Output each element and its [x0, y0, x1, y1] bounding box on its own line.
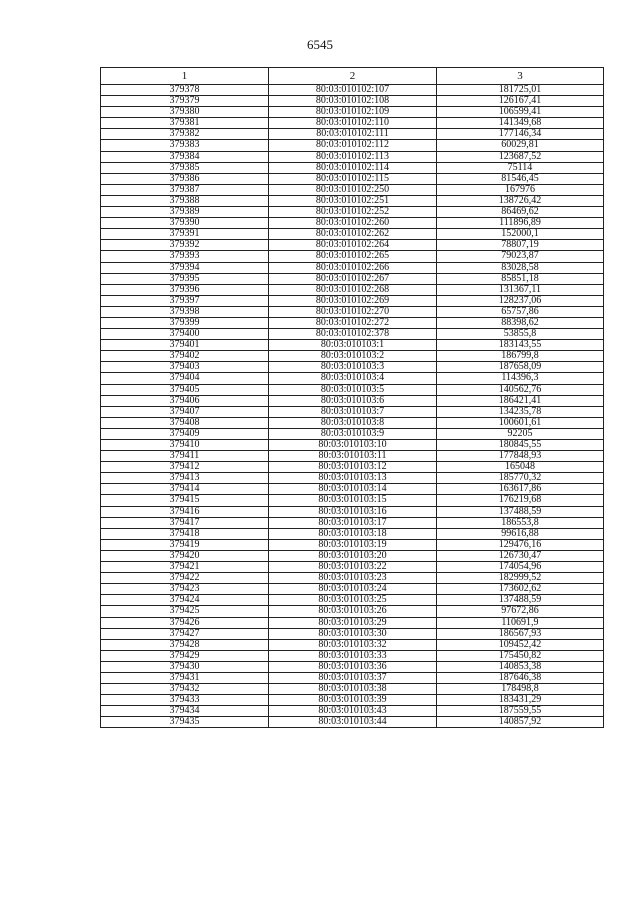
value-cell: 109452,42 — [437, 639, 604, 650]
cadastral-number-cell: 80:03:010103:13 — [269, 473, 437, 484]
row-number-cell: 379393 — [101, 251, 269, 262]
value-cell: 177848,93 — [437, 451, 604, 462]
row-number-cell: 379381 — [101, 118, 269, 129]
cadastral-number-cell: 80:03:010102:267 — [269, 273, 437, 284]
value-cell: 141349,68 — [437, 118, 604, 129]
row-number-cell: 379410 — [101, 440, 269, 451]
value-cell: 97672,86 — [437, 606, 604, 617]
table-row — [101, 562, 604, 573]
cadastral-number-cell: 80:03:010102:113 — [269, 151, 437, 162]
value-cell: 173602,62 — [437, 584, 604, 595]
table-row — [101, 229, 604, 240]
row-number-cell: 379387 — [101, 184, 269, 195]
value-cell: 86469,62 — [437, 207, 604, 218]
row-number-cell: 379388 — [101, 195, 269, 206]
value-cell: 187658,09 — [437, 362, 604, 373]
row-number-cell: 379430 — [101, 661, 269, 672]
row-number-cell: 379434 — [101, 706, 269, 717]
value-cell: 129476,16 — [437, 539, 604, 550]
value-cell: 99616,88 — [437, 528, 604, 539]
row-number-cell: 379423 — [101, 584, 269, 595]
table-header — [101, 68, 604, 85]
row-number-cell: 379421 — [101, 562, 269, 573]
cadastral-number-cell: 80:03:010102:110 — [269, 118, 437, 129]
value-cell: 186553,8 — [437, 517, 604, 528]
row-number-cell: 379407 — [101, 406, 269, 417]
row-number-cell: 379425 — [101, 606, 269, 617]
value-cell: 75114 — [437, 162, 604, 173]
table-row — [101, 273, 604, 284]
cadastral-number-cell: 80:03:010102:115 — [269, 173, 437, 184]
cadastral-number-cell: 80:03:010103:11 — [269, 451, 437, 462]
data-table — [100, 67, 604, 728]
value-cell: 126730,47 — [437, 550, 604, 561]
table-row — [101, 373, 604, 384]
cadastral-number-cell: 80:03:010103:19 — [269, 539, 437, 550]
cadastral-number-cell: 80:03:010103:25 — [269, 595, 437, 606]
value-cell: 65757,86 — [437, 306, 604, 317]
row-number-cell: 379432 — [101, 684, 269, 695]
row-number-cell: 379401 — [101, 340, 269, 351]
table-row — [101, 151, 604, 162]
table-row — [101, 218, 604, 229]
value-cell: 131367,11 — [437, 284, 604, 295]
table-row — [101, 628, 604, 639]
table-body — [101, 85, 604, 728]
cadastral-number-cell: 80:03:010102:262 — [269, 229, 437, 240]
table-row — [101, 96, 604, 107]
value-cell: 134235,78 — [437, 406, 604, 417]
row-number-cell: 379414 — [101, 484, 269, 495]
table-row — [101, 384, 604, 395]
cadastral-number-cell: 80:03:010102:269 — [269, 295, 437, 306]
row-number-cell: 379382 — [101, 129, 269, 140]
table-row — [101, 262, 604, 273]
row-number-cell: 379420 — [101, 550, 269, 561]
cadastral-number-cell: 80:03:010102:107 — [269, 85, 437, 96]
row-number-cell: 379385 — [101, 162, 269, 173]
cadastral-number-cell: 80:03:010103:26 — [269, 606, 437, 617]
value-cell: 175450,82 — [437, 650, 604, 661]
value-cell: 182999,52 — [437, 573, 604, 584]
table-row — [101, 717, 604, 728]
table-row — [101, 706, 604, 717]
row-number-cell: 379429 — [101, 650, 269, 661]
row-number-cell: 379424 — [101, 595, 269, 606]
row-number-cell: 379397 — [101, 295, 269, 306]
value-cell: 163617,86 — [437, 484, 604, 495]
table-row — [101, 251, 604, 262]
table-row — [101, 417, 604, 428]
value-cell: 165048 — [437, 462, 604, 473]
row-number-cell: 379399 — [101, 317, 269, 328]
cadastral-number-cell: 80:03:010103:39 — [269, 695, 437, 706]
table-row — [101, 661, 604, 672]
column-header-2: 2 — [269, 68, 437, 85]
row-number-cell: 379411 — [101, 451, 269, 462]
row-number-cell: 379405 — [101, 384, 269, 395]
cadastral-number-cell: 80:03:010102:250 — [269, 184, 437, 195]
cadastral-number-cell: 80:03:010103:15 — [269, 495, 437, 506]
value-cell: 85851,18 — [437, 273, 604, 284]
row-number-cell: 379380 — [101, 107, 269, 118]
row-number-cell: 379427 — [101, 628, 269, 639]
table-row — [101, 173, 604, 184]
value-cell: 185770,32 — [437, 473, 604, 484]
value-cell: 140857,92 — [437, 717, 604, 728]
value-cell: 174054,96 — [437, 562, 604, 573]
table-row — [101, 306, 604, 317]
value-cell: 88398,62 — [437, 317, 604, 328]
table-row — [101, 695, 604, 706]
cadastral-number-cell: 80:03:010102:270 — [269, 306, 437, 317]
cadastral-number-cell: 80:03:010102:264 — [269, 240, 437, 251]
cadastral-number-cell: 80:03:010103:1 — [269, 340, 437, 351]
table-row — [101, 672, 604, 683]
table-row — [101, 85, 604, 96]
value-cell: 137488,59 — [437, 595, 604, 606]
table-row — [101, 528, 604, 539]
cadastral-number-cell: 80:03:010103:29 — [269, 617, 437, 628]
table-row — [101, 284, 604, 295]
table-row — [101, 639, 604, 650]
table-row — [101, 240, 604, 251]
value-cell: 123687,52 — [437, 151, 604, 162]
value-cell: 178498,8 — [437, 684, 604, 695]
table-row — [101, 539, 604, 550]
table-row — [101, 495, 604, 506]
cadastral-number-cell: 80:03:010102:114 — [269, 162, 437, 173]
cadastral-number-cell: 80:03:010103:33 — [269, 650, 437, 661]
value-cell: 83028,58 — [437, 262, 604, 273]
row-number-cell: 379395 — [101, 273, 269, 284]
row-number-cell: 379412 — [101, 462, 269, 473]
cadastral-number-cell: 80:03:010103:4 — [269, 373, 437, 384]
value-cell: 180845,55 — [437, 440, 604, 451]
cadastral-number-cell: 80:03:010103:32 — [269, 639, 437, 650]
table-row — [101, 162, 604, 173]
value-cell: 186567,93 — [437, 628, 604, 639]
value-cell: 92205 — [437, 428, 604, 439]
table-row — [101, 362, 604, 373]
value-cell: 183143,55 — [437, 340, 604, 351]
cadastral-number-cell: 80:03:010102:109 — [269, 107, 437, 118]
row-number-cell: 379435 — [101, 717, 269, 728]
value-cell: 53855,8 — [437, 329, 604, 340]
cadastral-number-cell: 80:03:010103:2 — [269, 351, 437, 362]
table-row — [101, 550, 604, 561]
row-number-cell: 379394 — [101, 262, 269, 273]
cadastral-number-cell: 80:03:010102:111 — [269, 129, 437, 140]
row-number-cell: 379386 — [101, 173, 269, 184]
cadastral-number-cell: 80:03:010102:268 — [269, 284, 437, 295]
table-row — [101, 406, 604, 417]
table-row — [101, 140, 604, 151]
table-row — [101, 573, 604, 584]
value-cell: 187559,55 — [437, 706, 604, 717]
row-number-cell: 379379 — [101, 96, 269, 107]
value-cell: 176219,68 — [437, 495, 604, 506]
table-row — [101, 584, 604, 595]
value-cell: 187646,38 — [437, 672, 604, 683]
value-cell: 186421,41 — [437, 395, 604, 406]
value-cell: 167976 — [437, 184, 604, 195]
cadastral-number-cell: 80:03:010103:36 — [269, 661, 437, 672]
table-row — [101, 207, 604, 218]
row-number-cell: 379400 — [101, 329, 269, 340]
value-cell: 186799,8 — [437, 351, 604, 362]
table-row — [101, 451, 604, 462]
value-cell: 106599,41 — [437, 107, 604, 118]
row-number-cell: 379428 — [101, 639, 269, 650]
cadastral-number-cell: 80:03:010102:265 — [269, 251, 437, 262]
table-row — [101, 184, 604, 195]
table-row — [101, 317, 604, 328]
row-number-cell: 379417 — [101, 517, 269, 528]
cadastral-number-cell: 80:03:010103:14 — [269, 484, 437, 495]
table-row — [101, 606, 604, 617]
row-number-cell: 379391 — [101, 229, 269, 240]
value-cell: 140853,38 — [437, 661, 604, 672]
cadastral-number-cell: 80:03:010103:23 — [269, 573, 437, 584]
cadastral-number-cell: 80:03:010102:251 — [269, 195, 437, 206]
table-row — [101, 351, 604, 362]
cadastral-number-cell: 80:03:010103:44 — [269, 717, 437, 728]
column-header-3: 3 — [437, 68, 604, 85]
cadastral-number-cell: 80:03:010103:6 — [269, 395, 437, 406]
table-row — [101, 395, 604, 406]
table-row — [101, 440, 604, 451]
row-number-cell: 379416 — [101, 506, 269, 517]
value-cell: 79023,87 — [437, 251, 604, 262]
row-number-cell: 379422 — [101, 573, 269, 584]
cadastral-number-cell: 80:03:010103:43 — [269, 706, 437, 717]
value-cell: 100601,61 — [437, 417, 604, 428]
table-row — [101, 129, 604, 140]
cadastral-number-cell: 80:03:010102:112 — [269, 140, 437, 151]
value-cell: 183431,29 — [437, 695, 604, 706]
cadastral-number-cell: 80:03:010103:30 — [269, 628, 437, 639]
table-row — [101, 517, 604, 528]
table-row — [101, 295, 604, 306]
row-number-cell: 379409 — [101, 428, 269, 439]
table-row — [101, 329, 604, 340]
header-row — [101, 68, 604, 85]
cadastral-number-cell: 80:03:010102:108 — [269, 96, 437, 107]
table-row — [101, 462, 604, 473]
value-cell: 60029,81 — [437, 140, 604, 151]
cadastral-number-cell: 80:03:010103:20 — [269, 550, 437, 561]
cadastral-number-cell: 80:03:010103:10 — [269, 440, 437, 451]
value-cell: 78807,19 — [437, 240, 604, 251]
row-number-cell: 379398 — [101, 306, 269, 317]
table-row — [101, 484, 604, 495]
row-number-cell: 379392 — [101, 240, 269, 251]
cadastral-number-cell: 80:03:010103:24 — [269, 584, 437, 595]
cadastral-number-cell: 80:03:010103:12 — [269, 462, 437, 473]
cadastral-number-cell: 80:03:010102:266 — [269, 262, 437, 273]
row-number-cell: 379418 — [101, 528, 269, 539]
value-cell: 126167,41 — [437, 96, 604, 107]
table-row — [101, 473, 604, 484]
table-row — [101, 506, 604, 517]
row-number-cell: 379390 — [101, 218, 269, 229]
row-number-cell: 379415 — [101, 495, 269, 506]
row-number-cell: 379419 — [101, 539, 269, 550]
cadastral-number-cell: 80:03:010102:272 — [269, 317, 437, 328]
cadastral-number-cell: 80:03:010102:260 — [269, 218, 437, 229]
row-number-cell: 379384 — [101, 151, 269, 162]
row-number-cell: 379403 — [101, 362, 269, 373]
value-cell: 111896,89 — [437, 218, 604, 229]
cadastral-number-cell: 80:03:010103:16 — [269, 506, 437, 517]
column-header-1: 1 — [101, 68, 269, 85]
table-row — [101, 595, 604, 606]
row-number-cell: 379404 — [101, 373, 269, 384]
row-number-cell: 379433 — [101, 695, 269, 706]
value-cell: 138726,42 — [437, 195, 604, 206]
row-number-cell: 379402 — [101, 351, 269, 362]
cadastral-number-cell: 80:03:010102:252 — [269, 207, 437, 218]
table-row — [101, 650, 604, 661]
cadastral-number-cell: 80:03:010103:22 — [269, 562, 437, 573]
row-number-cell: 379396 — [101, 284, 269, 295]
page-number: 6545 — [307, 37, 333, 52]
value-cell: 114396,3 — [437, 373, 604, 384]
cadastral-number-cell: 80:03:010103:3 — [269, 362, 437, 373]
cadastral-number-cell: 80:03:010103:9 — [269, 428, 437, 439]
cadastral-number-cell: 80:03:010103:5 — [269, 384, 437, 395]
value-cell: 110691,9 — [437, 617, 604, 628]
table-row — [101, 118, 604, 129]
value-cell: 181725,01 — [437, 85, 604, 96]
value-cell: 140562,76 — [437, 384, 604, 395]
cadastral-number-cell: 80:03:010103:17 — [269, 517, 437, 528]
table-row — [101, 617, 604, 628]
row-number-cell: 379426 — [101, 617, 269, 628]
table-row — [101, 428, 604, 439]
value-cell: 177146,34 — [437, 129, 604, 140]
cadastral-number-cell: 80:03:010103:7 — [269, 406, 437, 417]
value-cell: 128237,06 — [437, 295, 604, 306]
value-cell: 152000,1 — [437, 229, 604, 240]
row-number-cell: 379378 — [101, 85, 269, 96]
cadastral-number-cell: 80:03:010102:378 — [269, 329, 437, 340]
cadastral-number-cell: 80:03:010103:37 — [269, 672, 437, 683]
row-number-cell: 379408 — [101, 417, 269, 428]
table-row — [101, 340, 604, 351]
row-number-cell: 379383 — [101, 140, 269, 151]
row-number-cell: 379406 — [101, 395, 269, 406]
cadastral-number-cell: 80:03:010103:18 — [269, 528, 437, 539]
row-number-cell: 379389 — [101, 207, 269, 218]
table-row — [101, 195, 604, 206]
row-number-cell: 379431 — [101, 672, 269, 683]
row-number-cell: 379413 — [101, 473, 269, 484]
value-cell: 81546,45 — [437, 173, 604, 184]
cadastral-number-cell: 80:03:010103:8 — [269, 417, 437, 428]
value-cell: 137488,59 — [437, 506, 604, 517]
table-row — [101, 107, 604, 118]
cadastral-number-cell: 80:03:010103:38 — [269, 684, 437, 695]
table-row — [101, 684, 604, 695]
